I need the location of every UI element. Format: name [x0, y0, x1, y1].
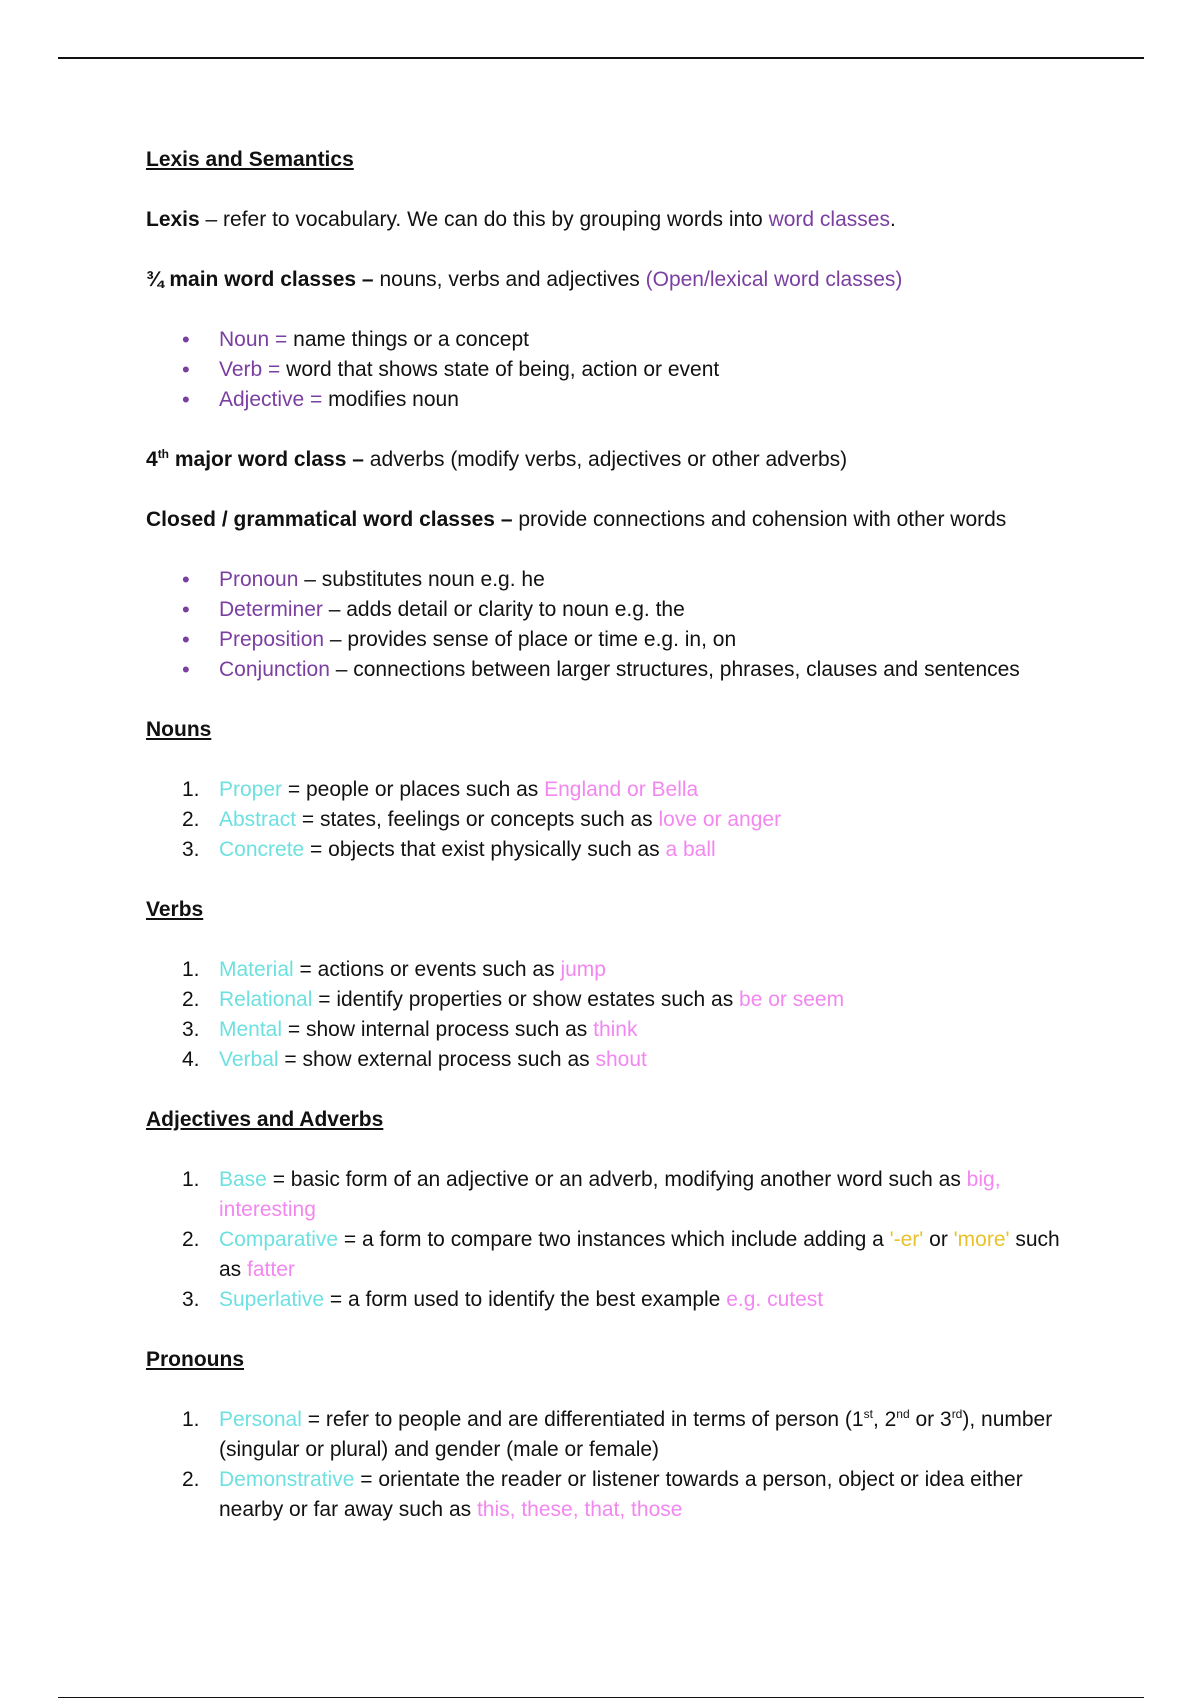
list-item [146, 955, 1086, 985]
adjective-forms-list [146, 1165, 1086, 1315]
list-number: 4. [182, 1048, 200, 1071]
list-item-example: jump [560, 958, 606, 981]
lexis-def-end: . [889, 208, 896, 231]
list-item [146, 1015, 1086, 1045]
open-word-class-list [146, 325, 1086, 415]
ordinal-suffix: st [863, 1407, 873, 1421]
list-item-example: e.g. cutest [726, 1288, 824, 1311]
list-item [146, 1045, 1086, 1075]
list-item [146, 835, 1086, 865]
list-item-text: = basic form of an adjective or an adverb, modifying another word such as [266, 1168, 967, 1191]
lexis-def-text: – refer to vocabulary. We can do this by grouping words into [199, 208, 769, 231]
list-item-text: = identify properties or show estates such as [312, 988, 740, 1011]
list-item-example: a ball [665, 838, 716, 861]
fourth-word-class-text: adverbs (modify verbs, adjectives or other adverbs) [363, 448, 848, 471]
fourth-word-class-term [146, 448, 364, 471]
list-item-example: be or seem [739, 988, 845, 1011]
list-item-term: Base [219, 1168, 267, 1191]
noun-types-list [146, 775, 1086, 865]
list-item [146, 985, 1086, 1015]
list-item [146, 1405, 1086, 1465]
list-item [146, 625, 1086, 655]
list-number: 2. [182, 1228, 200, 1251]
list-item-text: name things or a concept [287, 328, 529, 351]
ordinal-suffix: th [157, 447, 170, 461]
list-item [146, 655, 1086, 685]
open-classes-note: (Open/lexical word classes) [645, 268, 903, 291]
list-item-text: – provides sense of place or time e.g. in, on [324, 628, 737, 651]
main-word-classes-text: nouns, verbs and adjectives [373, 268, 646, 291]
list-item [146, 1285, 1086, 1315]
list-number: 1. [182, 1408, 200, 1431]
list-item-text: = people or places such as [282, 778, 545, 801]
list-item [146, 1165, 1086, 1225]
list-item-term: Personal [219, 1408, 302, 1431]
list-item-term: Adjective = [219, 388, 323, 411]
section-title-lexis: Lexis and Semantics [146, 148, 354, 171]
list-item-example: England or Bella [544, 778, 699, 801]
section-title-verbs: Verbs [146, 898, 204, 921]
lexis-term: Lexis [146, 208, 200, 231]
list-item-term: Proper [219, 778, 283, 801]
section-title-nouns: Nouns [146, 718, 212, 741]
list-item-text: = actions or events such as [293, 958, 561, 981]
list-item-term: Relational [219, 988, 313, 1011]
list-item-text: = orientate the reader or listener towards a person, object or idea either nearby or far away such as [219, 1468, 1023, 1521]
suffix-highlight: 'more' [953, 1228, 1010, 1251]
lexis-definition [146, 205, 1086, 235]
list-item-text: = a form to compare two instances which include adding a [338, 1228, 890, 1251]
list-item-text: – adds detail or clarity to noun e.g. the [322, 598, 685, 621]
list-item-example: think [593, 1018, 638, 1041]
list-item-example: this, these, that, those [476, 1498, 683, 1521]
list-item [146, 565, 1086, 595]
list-item-term: Preposition [219, 628, 325, 651]
ordinal-suffix: nd [896, 1407, 910, 1421]
list-item-text: – substitutes noun e.g. he [298, 568, 545, 591]
pronoun-types-list [146, 1405, 1086, 1525]
list-item-example: big, interesting [219, 1168, 1001, 1221]
list-number: 2. [182, 988, 200, 1011]
list-item-text: , 2 [872, 1408, 897, 1431]
list-item [146, 1225, 1086, 1285]
list-item-text: = a form used to identify the best example [324, 1288, 727, 1311]
list-item-example: shout [595, 1048, 647, 1071]
main-word-classes-term: ¾ main word classes – [146, 268, 374, 291]
closed-word-classes-term: Closed / grammatical word classes – [146, 508, 513, 531]
list-number: 1. [182, 1168, 200, 1191]
list-number: 2. [182, 808, 200, 831]
list-item [146, 775, 1086, 805]
suffix-highlight: '-er' [889, 1228, 924, 1251]
list-item [146, 1465, 1086, 1525]
list-item-term: Superlative [219, 1288, 325, 1311]
list-item-text: ), number (singular or plural) and gender (male or female) [219, 1408, 1053, 1461]
main-word-classes [146, 265, 1086, 295]
list-item-term: Determiner [219, 598, 323, 621]
list-number: 2. [182, 1468, 200, 1491]
list-item-text: modifies noun [322, 388, 459, 411]
list-item-term: Verbal [219, 1048, 279, 1071]
list-item-text: = states, feelings or concepts such as [296, 808, 659, 831]
list-item [146, 325, 1086, 355]
header-rule [58, 57, 1144, 59]
list-item-term: Comparative [219, 1228, 339, 1251]
list-item-term: Pronoun [219, 568, 299, 591]
document-body [146, 145, 1086, 1555]
list-item-text: or 3 [909, 1408, 952, 1431]
list-item-text: = show internal process such as [282, 1018, 594, 1041]
ordinal-suffix: rd [951, 1407, 963, 1421]
footer-rule [58, 1697, 1144, 1698]
list-item-term: Conjunction [219, 658, 330, 681]
list-item-example: fatter [247, 1258, 295, 1281]
list-item [146, 355, 1086, 385]
list-item-text: = show external process such as [278, 1048, 596, 1071]
list-item-text: – connections between larger structures, phrases, clauses and sentences [329, 658, 1020, 681]
list-item-text: or [923, 1228, 954, 1251]
list-item-term: Abstract [219, 808, 297, 831]
fourth-term-label: major word class – [169, 448, 364, 471]
list-item-example: love or anger [658, 808, 782, 831]
list-item [146, 595, 1086, 625]
section-title-adjectives: Adjectives and Adverbs [146, 1108, 384, 1131]
list-item [146, 805, 1086, 835]
list-item-term: Mental [219, 1018, 283, 1041]
list-item-text: such as [219, 1228, 1060, 1281]
list-item-term: Material [219, 958, 294, 981]
list-item-term: Concrete [219, 838, 305, 861]
list-item-term: Noun = [219, 328, 288, 351]
closed-word-class-list [146, 565, 1086, 685]
list-item-term: Demonstrative [219, 1468, 355, 1491]
list-item [146, 385, 1086, 415]
list-number: 3. [182, 1288, 200, 1311]
list-item-term: Verb = [219, 358, 281, 381]
list-item-text: word that shows state of being, action or event [280, 358, 720, 381]
list-number: 1. [182, 958, 200, 981]
list-item-text: = objects that exist physically such as [304, 838, 666, 861]
fourth-word-class [146, 445, 1086, 475]
closed-word-classes [146, 505, 1086, 535]
word-classes-term: word classes [768, 208, 890, 231]
list-number: 3. [182, 838, 200, 861]
list-item-text: = refer to people and are differentiated in terms of person (1 [301, 1408, 864, 1431]
ordinal-number: 4 [146, 448, 158, 471]
list-number: 3. [182, 1018, 200, 1041]
closed-word-classes-text: provide connections and cohension with other words [512, 508, 1007, 531]
list-number: 1. [182, 778, 200, 801]
section-title-pronouns: Pronouns [146, 1348, 244, 1371]
verb-types-list [146, 955, 1086, 1075]
